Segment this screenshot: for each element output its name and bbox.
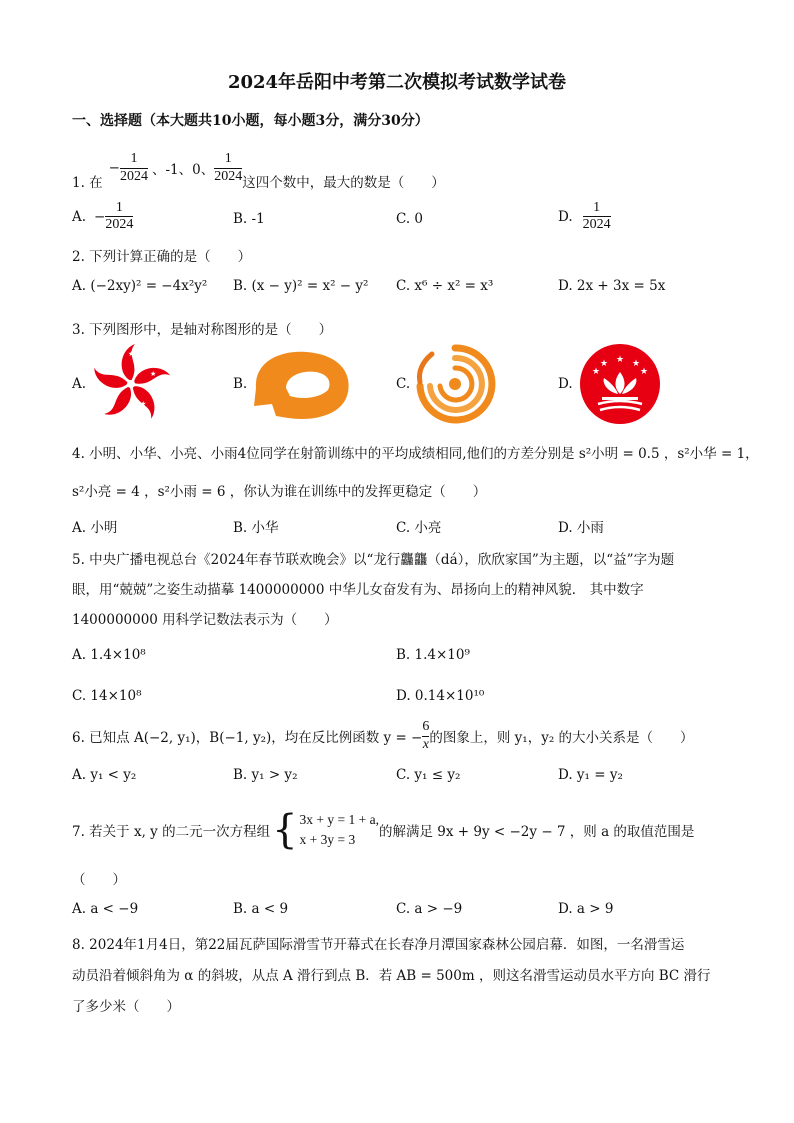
q3-option-c-label: C. [396,376,411,392]
q3-option-b-label: B. [233,376,248,392]
q1-separator: 、-1、0、 [151,162,215,178]
svg-text:★: ★ [639,367,649,377]
svg-text:★: ★ [591,367,601,377]
svg-text:★: ★ [108,398,115,406]
q3-option-d-label: D. [558,376,573,392]
svg-text:★: ★ [128,350,135,358]
question-3-stem: 3. 下列图形中，是轴对称图形的是（ ） [72,322,333,338]
q1-option-c: C. 0 [396,211,424,227]
svg-text:★: ★ [140,400,147,408]
svg-text:★: ★ [599,359,609,369]
svg-text:★: ★ [615,355,625,365]
q1-prefix: 1. 在 [72,175,103,191]
macau-emblem-icon [578,342,662,426]
q5-option-c: C. 14×10⁸ [72,688,142,704]
q1-minus: − [108,160,120,176]
orange-phoenix-swirl-icon [412,342,498,426]
q7-option-d: D. a > 9 [558,901,614,917]
q6-option-c: C. y₁ ≤ y₂ [396,767,461,783]
q2-option-a: A. (−2xy)² = −4x²y² [72,278,208,294]
q7-option-c: C. a > −9 [396,901,463,917]
question-4-line1: 4. 小明、小华、小亮、小雨4位同学在射箭训练中的平均成绩相同,他们的方差分别是 s²小明 = 0.5 ，s²小华 = 1， [72,446,759,462]
question-2-stem: 2. 下列计算正确的是（ ） [72,249,252,265]
question-8-line3: 了多少米（ ） [72,999,180,1015]
q5-option-d: D. 0.14×10¹⁰ [396,688,485,704]
q4-option-d: D. 小雨 [558,520,604,536]
question-8-line2: 动员沿着倾斜角为 α 的斜坡，从点 A 滑行到点 B．若 AB = 500m ，则这名滑雪运动员水平方向 BC 滑行 [72,968,711,984]
svg-text:★: ★ [102,368,109,376]
q6-option-a: A. y₁ < y₂ [72,767,137,783]
q7-answer-paren: （ ） [72,872,126,888]
q1-option-a: A. − $\frac{1}{2024}$ [72,200,134,233]
hong-kong-bauhinia-icon [88,342,174,424]
question-8-line1: 8. 2024年1月4日，第22届瓦萨国际滑雪节开幕式在长春净月潭国家森林公园启幕．如图，一名滑雪运 [72,937,685,953]
q1-option-b: B. -1 [233,211,265,227]
q7-option-a: A. a < −9 [72,901,139,917]
q2-option-d: D. 2x + 3x = 5x [558,278,666,294]
q6-option-d: D. y₁ = y₂ [558,767,623,783]
q3-option-a-label: A. [72,376,87,392]
q1-suffix: 这四个数中，最大的数是（ ） [242,175,445,191]
svg-text:★: ★ [631,359,641,369]
q1-fraction-neg: $\frac{1}{2024}$ [119,151,148,184]
question-5-line3: 1400000000 用科学记数法表示为（ ） [72,612,338,628]
page-title: 2024年岳阳中考第二次模拟考试数学试卷 [227,72,567,93]
q5-option-b: B. 1.4×10⁹ [396,647,470,663]
q6-option-b: B. y₁ > y₂ [233,767,298,783]
q6-fraction: $\frac{6}{x}$ [422,719,430,752]
question-4-line2: s²小亮 = 4 ，s²小雨 = 6 ，你认为谁在训练中的发挥更稳定（ ） [72,484,487,500]
question-5-line2: 眼，用“兢兢”之姿生动描摹 1400000000 中华儿女奋发有为、昂扬向上的精神风貌． 其中数字 [72,582,644,598]
question-7-stem: 7. 若关于 x, y 的二元一次方程组 { 3x + y = 1 + a, x + 3y = 3 的解满足 9x + 9y < −2y − 7 ，则 a 的取值范围是 [72,807,695,853]
svg-text:★: ★ [150,370,157,378]
q5-option-a: A. 1.4×10⁸ [72,647,146,663]
q2-option-b: B. (x − y)² = x² − y² [233,278,369,294]
q1-fraction-pos: $\frac{1}{2024}$ [214,151,243,184]
orange-ring-logo-icon [250,348,354,422]
q1-option-d: D. $\frac{1}{2024}$ [558,200,611,233]
question-6-stem: 6. 已知点 A(−2, y₁)，B(−1, y₂)，均在反比例函数 y = − $\frac{6}{x}$ 的图象上，则 y₁，y₂ 的大小关系是（ ） [72,719,694,752]
q7-equation-system: { 3x + y = 1 + a, x + 3y = 3 [272,807,379,853]
question-5-line1: 5. 中央广播电视总台《2024年春节联欢晚会》以“龙行龘龘（dá），欣欣家国”为主题，以“益”字为题 [72,552,675,568]
q2-option-c: C. x⁶ ÷ x² = x³ [396,278,494,294]
q7-option-b: B. a < 9 [233,901,289,917]
q4-option-c: C. 小亮 [396,520,442,536]
question-1-stem [72,148,445,191]
q4-option-a: A. 小明 [72,520,118,536]
section-heading: 一、选择题（本大题共10小题，每小题3分，满分30分） [72,113,429,129]
q4-option-b: B. 小华 [233,520,279,536]
